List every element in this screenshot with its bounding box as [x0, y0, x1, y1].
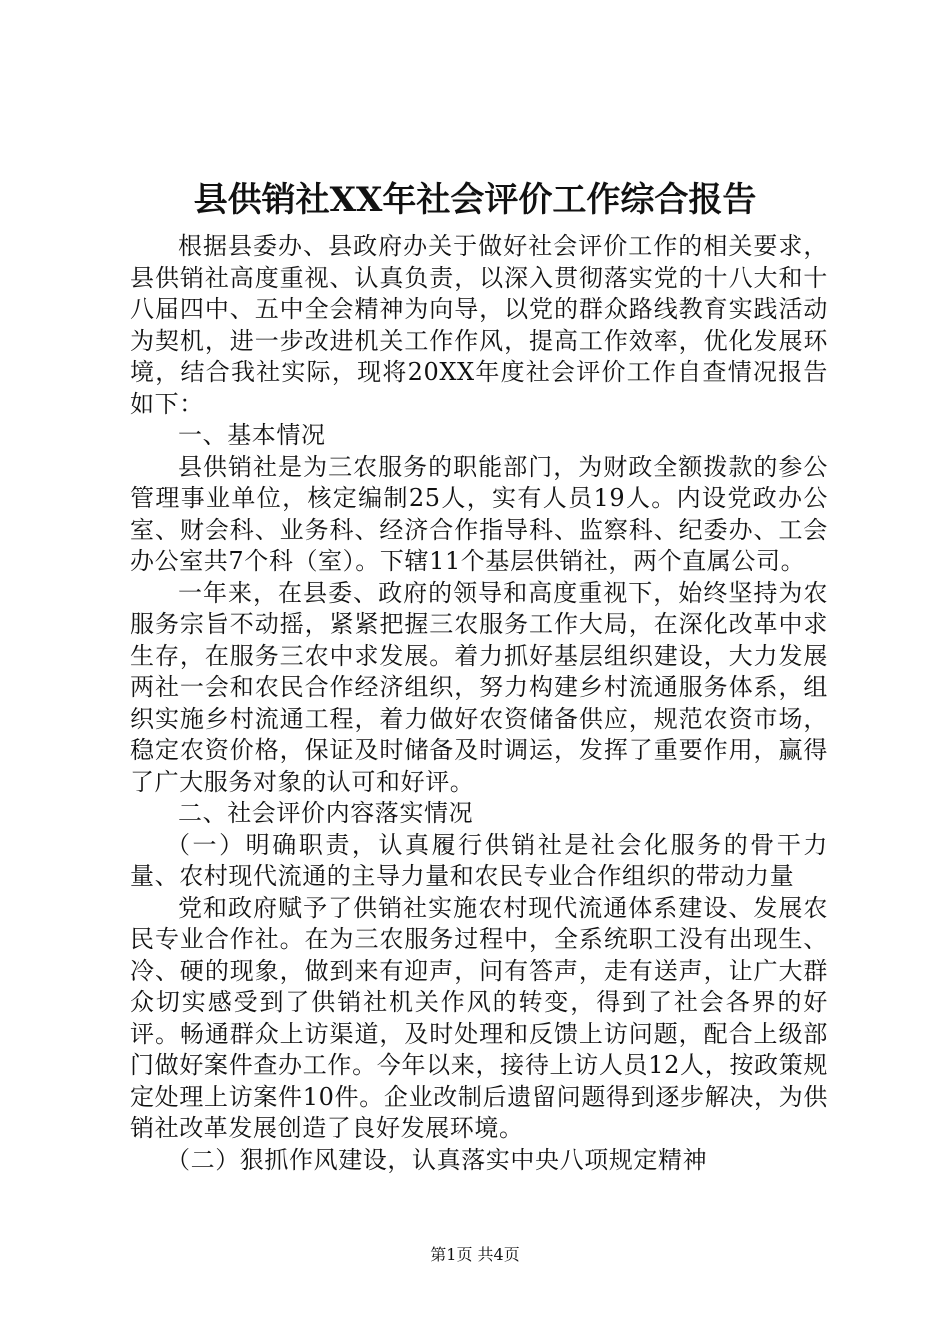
- heading-basic-situation: 一、基本情况: [178, 421, 326, 449]
- paragraph-duties: 党和政府赋予了供销社实施农村现代流通体系建设、发展农民专业合作社。在为三农服务过程中，全系统职工没有出现生、冷、硬的现象，做到来有迎声，问有答声，走有送声，让广大群众切实感受到了供销社机关作风的转变，得到了社会各界的好评。畅通群众上访渠道，及时处理和反馈上访问题，配合上级部门做好案件查办工作。今年以来，接待上访人员12人，按政策规定处理上访案件10件。企业改制后遗留问题得到逐步解决，为供销社改革发展创造了良好发展环境。: [130, 893, 828, 1142]
- heading-implementation: 二、社会评价内容落实情况: [178, 799, 474, 827]
- page-footer: 第1页 共4页: [430, 1245, 520, 1264]
- paragraph-year-review: 一年来，在县委、政府的领导和高度重视下，始终坚持为农服务宗旨不动摇，紧紧把握三农服务工作大局，在深化改革中求生存，在服务三农中求发展。着力抓好基层组织建设，大力发展两社一会和农民合作经济组织，努力构建乡村流通服务体系，组织实施乡村流通工程，着力做好农资储备供应，规范农资市场，稳定农资价格，保证及时储备及时调运，发挥了重要作用，赢得了广大服务对象的认可和好评。: [130, 578, 828, 796]
- subheading-duties: （一）明确职责，认真履行供销社是社会化服务的骨干力量、农村现代流通的主导力量和农民专业合作组织的带动力量: [130, 830, 828, 890]
- paragraph-intro: 根据县委办、县政府办关于做好社会评价工作的相关要求，县供销社高度重视、认真负责，以深入贯彻落实党的十八大和十八届四中、五中全会精神为向导，以党的群众路线教育实践活动为契机，进一步改进机关工作作风，提高工作效率，优化发展环境，结合我社实际，现将20XX年度社会评价工作自查情况报告如下：: [130, 232, 828, 418]
- document-title: 县供销社XX年社会评价工作综合报告: [193, 180, 757, 220]
- paragraph-basic-situation: 县供销社是为三农服务的职能部门，为财政全额拨款的参公管理事业单位，核定编制25人，实有人员19人。内设党政办公室、财会科、业务科、经济合作指导科、监察科、纪委办、工会办公室共7个科（室）。下辖11个基层供销社，两个直属公司。: [130, 452, 828, 575]
- document-body: [130, 231, 828, 1176]
- subheading-style-building: （二）狠抓作风建设，认真落实中央八项规定精神: [166, 1145, 708, 1174]
